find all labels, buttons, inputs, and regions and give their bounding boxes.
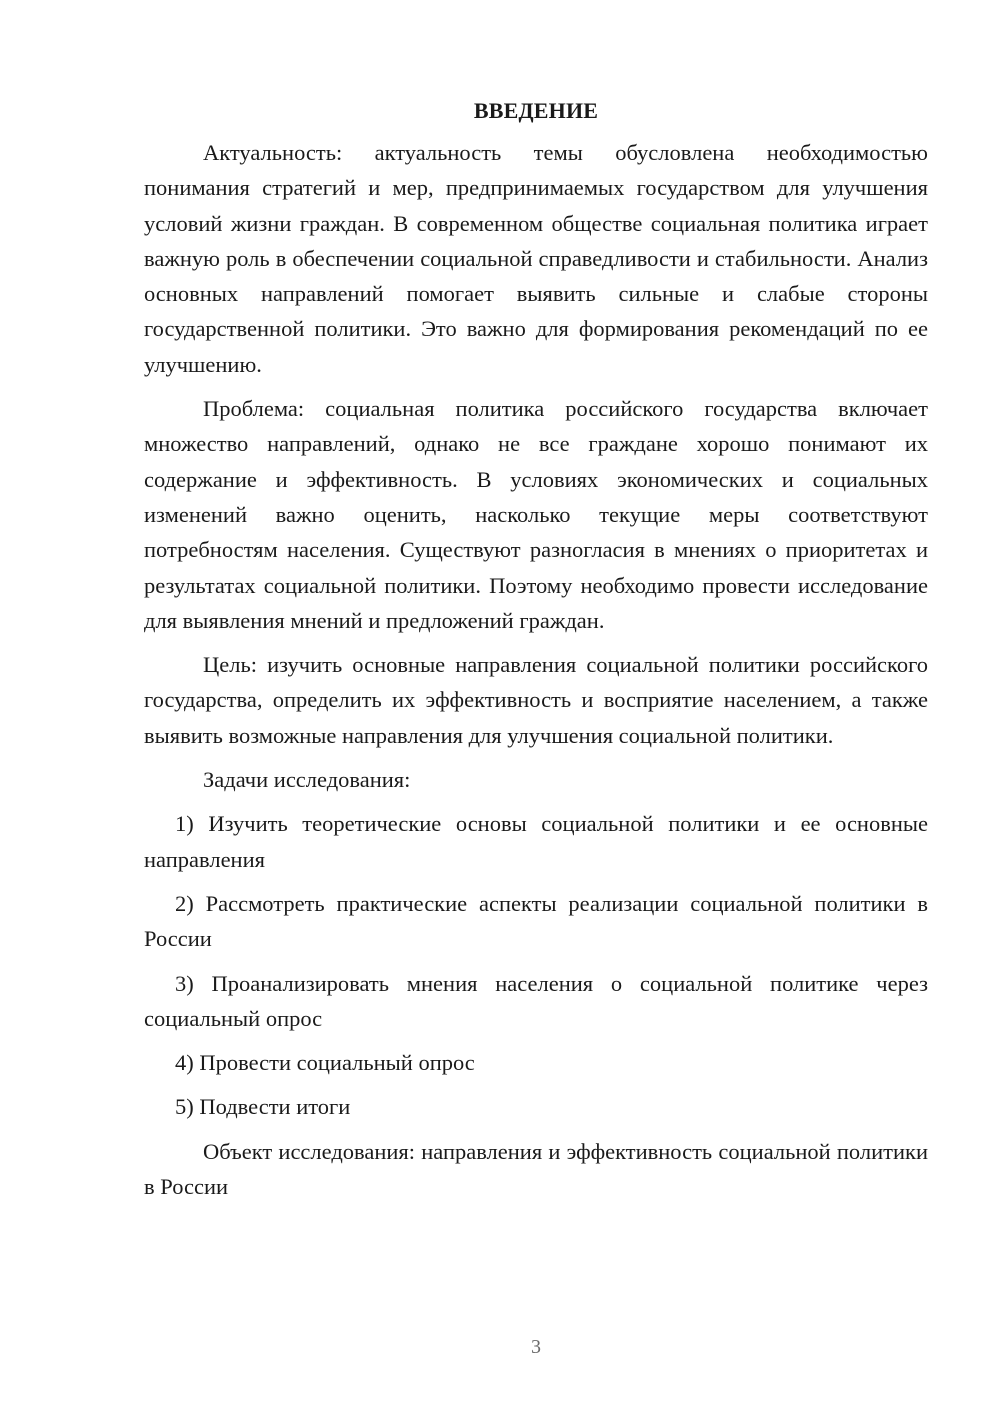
task-item-4: 4) Провести социальный опрос	[175, 1050, 475, 1076]
task-item-3: 3) Проанализировать мнения населения о социальной политике через социальный опрос	[144, 970, 928, 1031]
paragraph-goal: Цель: изучить основные направления социальной политики российского государства, определить их эффективность и восприятие населением, а также выявить возможные направления для улучшения социальной политики.	[144, 652, 928, 748]
task-item-2: 2) Рассмотреть практические аспекты реализации социальной политики в России	[144, 890, 928, 952]
task-item-5: 5) Подвести итоги	[175, 1094, 351, 1120]
page-number: 3	[531, 1336, 541, 1358]
paragraph-object: Объект исследования: направления и эффективность социальной политики в России	[144, 1138, 928, 1200]
section-title: ВВЕДЕНИЕ	[473, 98, 599, 123]
tasks-heading: Задачи исследования:	[203, 767, 411, 793]
paragraph-relevance: Актуальность: актуальность темы обусловлена необходимостью понимания стратегий и мер, предпринимаемых государством для улучшения условий жизни граждан. В современном обществе социальная политика играет важную роль в обеспечении социальной справедливости и стабильности. Анализ основных направлений помогает выявить сильные и слабые стороны государственной политики. Это важно для формирования рекомендаций по ее улучшению.	[144, 140, 928, 377]
paragraph-problem: Проблема: социальная политика российского государства включает множество направлений, однако не все граждане хорошо понимают их содержание и эффективность. В условиях экономических и социальных изменений важно оценить, насколько текущие меры соответствуют потребностям населения. Существуют разногласия в мнениях о приоритетах и результатах социальной политики. Поэтому необходимо провести исследование для выявления мнений и предложений граждан.	[144, 396, 928, 633]
document-body	[144, 95, 928, 1213]
task-item-1: 1) Изучить теоретические основы социальной политики и ее основные направления	[144, 811, 928, 872]
